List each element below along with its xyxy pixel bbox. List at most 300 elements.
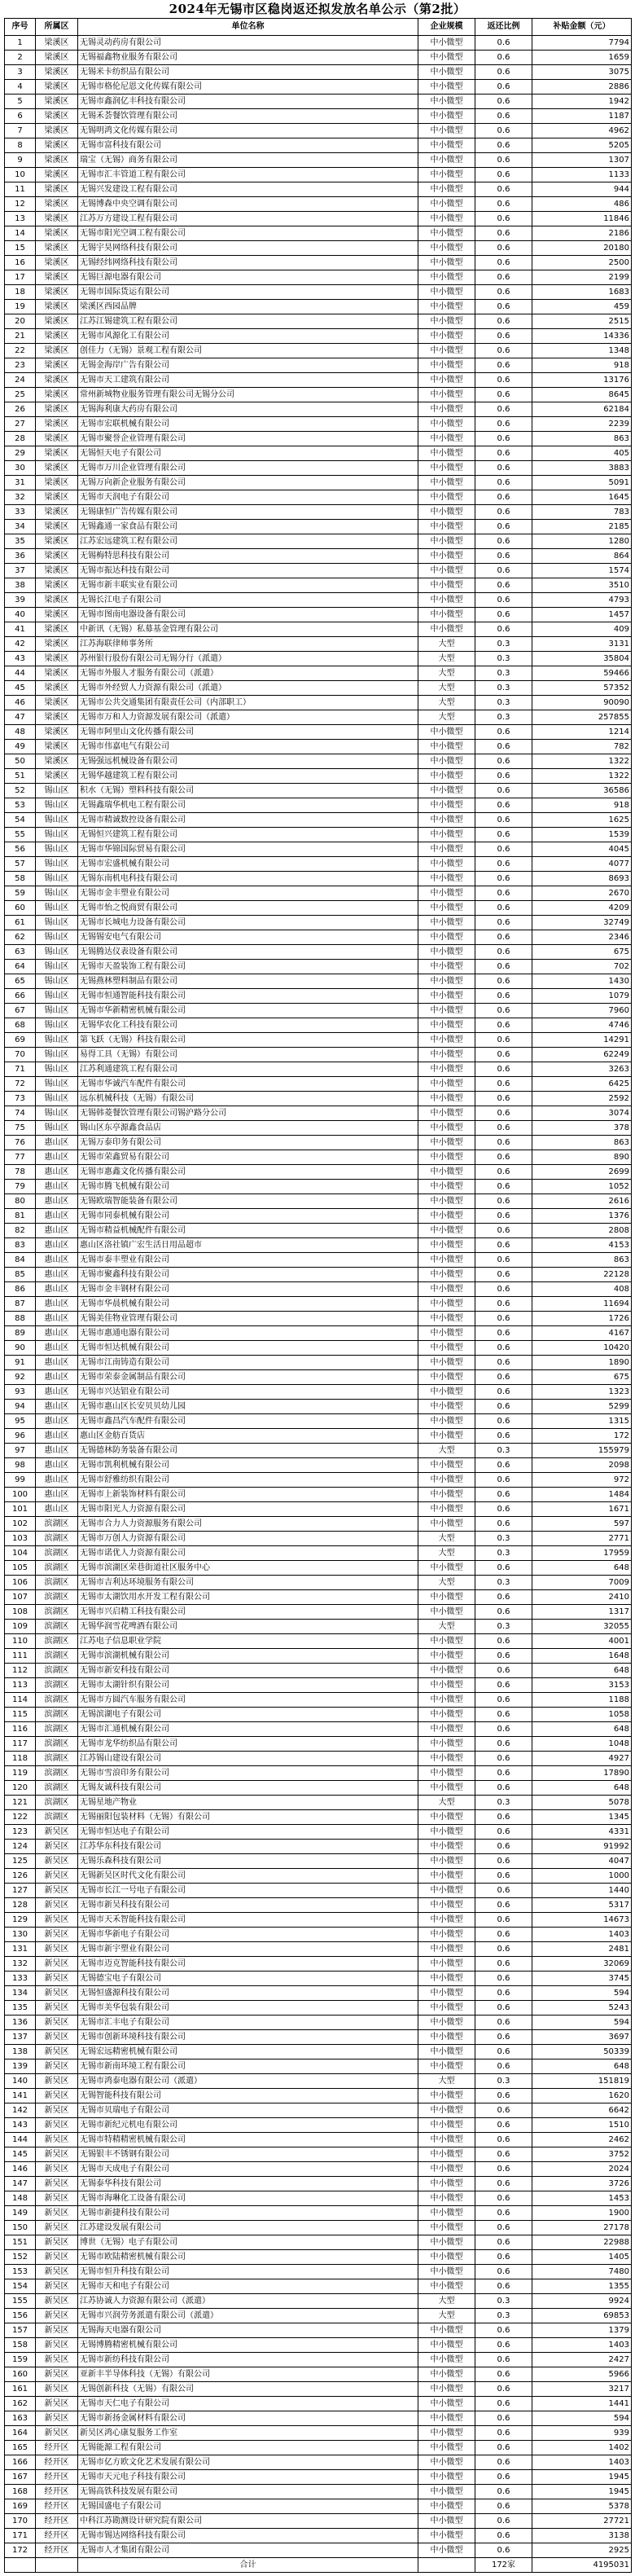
- cell-return-ratio: 0.6: [475, 432, 532, 446]
- cell-district: 惠山区: [36, 1268, 78, 1282]
- cell-return-ratio: 0.6: [475, 886, 532, 901]
- cell-return-ratio: 0.6: [475, 51, 532, 65]
- cell-subsidy-amount: 648: [532, 1664, 632, 1678]
- table-row: [5, 124, 632, 138]
- cell-no: 60: [5, 901, 36, 916]
- cell-return-ratio: 0.6: [475, 1048, 532, 1062]
- cell-return-ratio: 0.6: [475, 1854, 532, 1869]
- table-row: [5, 2059, 632, 2074]
- cell-subsidy-amount: 1187: [532, 109, 632, 124]
- cell-return-ratio: 0.6: [475, 2221, 532, 2235]
- header-ratio: 返还比例: [475, 19, 532, 36]
- cell-company-type: 中小微型: [418, 2235, 475, 2250]
- cell-subsidy-amount: 2186: [532, 226, 632, 241]
- cell-company-name: 无锡恒兴建筑工程有限公司: [78, 828, 418, 842]
- cell-no: 68: [5, 1018, 36, 1033]
- cell-company-type: 中小微型: [418, 2016, 475, 2030]
- cell-return-ratio: 0.6: [475, 2016, 532, 2030]
- table-row: [5, 1796, 632, 1810]
- cell-company-name: 无锡市恒达机械有限公司: [78, 1341, 418, 1356]
- cell-no: 150: [5, 2221, 36, 2235]
- cell-district: 梁溪区: [36, 344, 78, 358]
- cell-return-ratio: 0.6: [475, 2470, 532, 2485]
- cell-district: 梁溪区: [36, 241, 78, 256]
- cell-company-type: 中小微型: [418, 828, 475, 842]
- cell-company-name: 无锡市新扬金属材料有限公司: [78, 2411, 418, 2426]
- table-row: [5, 1312, 632, 1326]
- cell-subsidy-amount: 32749: [532, 916, 632, 930]
- cell-company-name: 无锡市龙华纺织品有限公司: [78, 1737, 418, 1752]
- cell-company-name: 无锡市宏盛机械有限公司: [78, 857, 418, 872]
- cell-no: 45: [5, 681, 36, 696]
- table-row: [5, 2485, 632, 2499]
- cell-district: 滨湖区: [36, 1737, 78, 1752]
- cell-district: 锡山区: [36, 974, 78, 989]
- cell-company-name: 无锡恒盛源科技有限公司: [78, 1986, 418, 2001]
- table-row: [5, 1004, 632, 1018]
- cell-district: 新吴区: [36, 2206, 78, 2221]
- cell-company-type: 中小微型: [418, 2133, 475, 2147]
- cell-no: 32: [5, 490, 36, 505]
- cell-company-type: 中小微型: [418, 2250, 475, 2265]
- cell-return-ratio: 0.6: [475, 270, 532, 285]
- cell-subsidy-amount: 69853: [532, 2309, 632, 2323]
- table-row: [5, 608, 632, 622]
- table-row: [5, 1840, 632, 1854]
- cell-return-ratio: 0.6: [475, 1341, 532, 1356]
- cell-company-type: 中小微型: [418, 857, 475, 872]
- cell-company-name: 无锡市同泰机械有限公司: [78, 1209, 418, 1224]
- cell-subsidy-amount: 1539: [532, 828, 632, 842]
- cell-return-ratio: 0.6: [475, 2045, 532, 2059]
- table-row: [5, 1957, 632, 1972]
- cell-return-ratio: 0.6: [475, 930, 532, 945]
- cell-no: 69: [5, 1033, 36, 1048]
- table-row: [5, 901, 632, 916]
- table-row: [5, 95, 632, 109]
- table-row: [5, 2206, 632, 2221]
- cell-company-name: 无锡能源工程有限公司: [78, 2441, 418, 2455]
- cell-subsidy-amount: 50339: [532, 2045, 632, 2059]
- cell-no: 48: [5, 725, 36, 740]
- cell-district: 梁溪区: [36, 490, 78, 505]
- table-row: [5, 2367, 632, 2382]
- cell-company-type: 中小微型: [418, 784, 475, 798]
- cell-no: 16: [5, 256, 36, 270]
- cell-return-ratio: 0.6: [475, 784, 532, 798]
- cell-no: 65: [5, 974, 36, 989]
- cell-district: 新吴区: [36, 1957, 78, 1972]
- cell-no: 5: [5, 95, 36, 109]
- cell-company-name: 无锡市天和电子有限公司: [78, 2279, 418, 2294]
- cell-return-ratio: 0.6: [475, 2426, 532, 2441]
- total-amount: 4195031: [532, 2558, 632, 2573]
- cell-return-ratio: 0.6: [475, 461, 532, 476]
- cell-return-ratio: 0.6: [475, 989, 532, 1004]
- cell-company-name: 无锡市华晨机械有限公司: [78, 1297, 418, 1312]
- cell-subsidy-amount: 1376: [532, 1209, 632, 1224]
- cell-district: 锡山区: [36, 784, 78, 798]
- table-row: [5, 1077, 632, 1092]
- cell-company-name: 无锡强远机械设备有限公司: [78, 754, 418, 769]
- table-row: [5, 813, 632, 828]
- cell-subsidy-amount: 62249: [532, 1048, 632, 1062]
- cell-company-name: 无锡市金丰钢材有限公司: [78, 1282, 418, 1297]
- cell-company-type: 中小微型: [418, 1004, 475, 1018]
- table-row: [5, 1297, 632, 1312]
- table-row: [5, 1341, 632, 1356]
- cell-subsidy-amount: 1945: [532, 2470, 632, 2485]
- cell-return-ratio: 0.6: [475, 2543, 532, 2558]
- cell-company-type: 中小微型: [418, 989, 475, 1004]
- cell-company-name: 瑞宝（无锡）商务有限公司: [78, 153, 418, 168]
- cell-company-type: 中小微型: [418, 2118, 475, 2133]
- cell-subsidy-amount: 5378: [532, 2499, 632, 2514]
- cell-company-name: 第飞跃（无锡）科技有限公司: [78, 1033, 418, 1048]
- cell-return-ratio: 0.6: [475, 344, 532, 358]
- cell-company-name: 无锡市阳光空调工程有限公司: [78, 226, 418, 241]
- cell-company-type: 中小微型: [418, 1282, 475, 1297]
- cell-return-ratio: 0.6: [475, 314, 532, 329]
- cell-district: 梁溪区: [36, 446, 78, 461]
- cell-company-type: 中小微型: [418, 153, 475, 168]
- cell-district: 新吴区: [36, 1840, 78, 1854]
- table-row: [5, 1546, 632, 1561]
- table-row: [5, 2514, 632, 2529]
- cell-subsidy-amount: 597: [532, 1517, 632, 1532]
- cell-district: 梁溪区: [36, 197, 78, 212]
- cell-subsidy-amount: 2239: [532, 417, 632, 432]
- cell-district: 惠山区: [36, 1150, 78, 1165]
- cell-no: 146: [5, 2162, 36, 2177]
- cell-company-type: 中小微型: [418, 36, 475, 51]
- cell-no: 17: [5, 270, 36, 285]
- cell-company-type: 中小微型: [418, 1869, 475, 1884]
- cell-subsidy-amount: 8693: [532, 872, 632, 886]
- cell-no: 39: [5, 593, 36, 608]
- table-row: [5, 1678, 632, 1693]
- table-row: [5, 1429, 632, 1444]
- cell-return-ratio: 0.6: [475, 1400, 532, 1414]
- table-row: [5, 1854, 632, 1869]
- cell-district: 新吴区: [36, 2162, 78, 2177]
- cell-district: 梁溪区: [36, 358, 78, 373]
- cell-subsidy-amount: 648: [532, 1781, 632, 1796]
- cell-company-type: 中小微型: [418, 1884, 475, 1898]
- cell-no: 77: [5, 1150, 36, 1165]
- cell-company-type: 中小微型: [418, 2353, 475, 2367]
- cell-company-name: 无锡市新安科技有限公司: [78, 1664, 418, 1678]
- cell-no: 142: [5, 2103, 36, 2118]
- cell-company-name: 无锡市恒达电子有限公司: [78, 1825, 418, 1840]
- table-row: [5, 2441, 632, 2455]
- cell-no: 102: [5, 1517, 36, 1532]
- cell-subsidy-amount: 3138: [532, 2529, 632, 2543]
- cell-subsidy-amount: 1403: [532, 2455, 632, 2470]
- cell-no: 106: [5, 1576, 36, 1590]
- cell-company-type: 中小微型: [418, 769, 475, 784]
- cell-company-type: 中小微型: [418, 138, 475, 153]
- cell-company-name: 无锡市海琳化工设备有限公司: [78, 2191, 418, 2206]
- cell-company-type: 中小微型: [418, 226, 475, 241]
- cell-company-name: 无锡燕林塑料制品有限公司: [78, 974, 418, 989]
- cell-company-name: 无锡万向新企业服务有限公司: [78, 476, 418, 490]
- cell-subsidy-amount: 675: [532, 945, 632, 960]
- cell-company-type: 中小微型: [418, 2529, 475, 2543]
- table-row: [5, 2045, 632, 2059]
- cell-no: 100: [5, 1488, 36, 1502]
- cell-company-type: 大型: [418, 637, 475, 652]
- cell-return-ratio: 0.6: [475, 1326, 532, 1341]
- cell-company-name: 无锡市天盈装饰工程有限公司: [78, 960, 418, 974]
- cell-return-ratio: 0.6: [475, 1708, 532, 1722]
- cell-company-type: 中小微型: [418, 2455, 475, 2470]
- cell-return-ratio: 0.3: [475, 652, 532, 666]
- table-row: [5, 769, 632, 784]
- cell-district: 新吴区: [36, 2074, 78, 2089]
- cell-district: 新吴区: [36, 1972, 78, 1986]
- cell-subsidy-amount: 3752: [532, 2147, 632, 2162]
- cell-district: 新吴区: [36, 2235, 78, 2250]
- cell-company-name: 无锡市精诚数控设备有限公司: [78, 813, 418, 828]
- cell-company-type: 中小微型: [418, 1312, 475, 1326]
- cell-return-ratio: 0.6: [475, 2367, 532, 2382]
- cell-return-ratio: 0.6: [475, 1869, 532, 1884]
- cell-subsidy-amount: 1355: [532, 2279, 632, 2294]
- cell-company-type: 中小微型: [418, 476, 475, 490]
- cell-company-name: 无锡市荣鑫贸易有限公司: [78, 1150, 418, 1165]
- cell-company-type: 中小微型: [418, 2397, 475, 2411]
- cell-district: 梁溪区: [36, 681, 78, 696]
- cell-company-type: 中小微型: [418, 901, 475, 916]
- cell-company-type: 中小微型: [418, 1121, 475, 1136]
- table-row: [5, 432, 632, 446]
- cell-company-name: 无锡市江南铸造有限公司: [78, 1356, 418, 1370]
- cell-no: 123: [5, 1825, 36, 1840]
- cell-district: 惠山区: [36, 1502, 78, 1517]
- cell-district: 梁溪区: [36, 417, 78, 432]
- table-row: [5, 2221, 632, 2235]
- table-row: [5, 2235, 632, 2250]
- cell-return-ratio: 0.6: [475, 2235, 532, 2250]
- cell-company-name: 积水（无锡）塑料科技有限公司: [78, 784, 418, 798]
- cell-no: 99: [5, 1473, 36, 1488]
- cell-subsidy-amount: 2185: [532, 520, 632, 534]
- cell-company-type: 中小微型: [418, 2147, 475, 2162]
- cell-company-type: 中小微型: [418, 1356, 475, 1370]
- cell-no: 19: [5, 300, 36, 314]
- cell-subsidy-amount: 1052: [532, 1180, 632, 1194]
- cell-subsidy-amount: 702: [532, 960, 632, 974]
- cell-no: 145: [5, 2147, 36, 2162]
- cell-subsidy-amount: 1402: [532, 2441, 632, 2455]
- cell-subsidy-amount: 783: [532, 505, 632, 520]
- cell-company-type: 中小微型: [418, 2543, 475, 2558]
- table-row: [5, 109, 632, 124]
- cell-company-type: 大型: [418, 1532, 475, 1546]
- table-row: [5, 2279, 632, 2294]
- cell-district: 滨湖区: [36, 1722, 78, 1737]
- table-row: [5, 80, 632, 95]
- cell-district: 惠山区: [36, 1253, 78, 1268]
- table-row: [5, 182, 632, 197]
- cell-district: 梁溪区: [36, 285, 78, 300]
- table-row: [5, 344, 632, 358]
- cell-company-name: 无锡市舒雅纺织有限公司: [78, 1473, 418, 1488]
- cell-return-ratio: 0.3: [475, 1546, 532, 1561]
- cell-subsidy-amount: 675: [532, 1370, 632, 1385]
- cell-district: 梁溪区: [36, 637, 78, 652]
- cell-return-ratio: 0.6: [475, 1942, 532, 1957]
- cell-no: 164: [5, 2426, 36, 2441]
- total-label: 合计: [78, 2558, 418, 2573]
- cell-no: 64: [5, 960, 36, 974]
- cell-company-name: 无锡市天润电子有限公司: [78, 490, 418, 505]
- cell-company-name: 无锡市格伦尼恩文化传媒有限公司: [78, 80, 418, 95]
- table-row: [5, 696, 632, 710]
- cell-company-name: 无锡市美华包装有限公司: [78, 2001, 418, 2016]
- cell-subsidy-amount: 594: [532, 1986, 632, 2001]
- cell-subsidy-amount: 22988: [532, 2235, 632, 2250]
- cell-company-name: 无锡福鑫物业服务有限公司: [78, 51, 418, 65]
- cell-return-ratio: 0.6: [475, 1502, 532, 1517]
- cell-company-type: 中小微型: [418, 2001, 475, 2016]
- cell-subsidy-amount: 1648: [532, 1649, 632, 1664]
- table-row: [5, 1972, 632, 1986]
- cell-return-ratio: 0.6: [475, 1825, 532, 1840]
- cell-company-type: 中小微型: [418, 872, 475, 886]
- cell-no: 167: [5, 2470, 36, 2485]
- cell-return-ratio: 0.6: [475, 2089, 532, 2103]
- table-row: [5, 842, 632, 857]
- cell-district: 梁溪区: [36, 36, 78, 51]
- cell-return-ratio: 0.6: [475, 2133, 532, 2147]
- cell-no: 20: [5, 314, 36, 329]
- cell-return-ratio: 0.6: [475, 1370, 532, 1385]
- cell-company-name: 无锡华越建筑工程有限公司: [78, 769, 418, 784]
- table-row: [5, 2147, 632, 2162]
- cell-district: 梁溪区: [36, 300, 78, 314]
- cell-company-type: 中小微型: [418, 578, 475, 593]
- cell-company-name: 常州新城物业服务管理有限公司无锡分公司: [78, 388, 418, 402]
- table-row: [5, 1048, 632, 1062]
- cell-company-type: 中小微型: [418, 2089, 475, 2103]
- cell-subsidy-amount: 918: [532, 798, 632, 813]
- cell-company-type: 中小微型: [418, 2411, 475, 2426]
- cell-district: 惠山区: [36, 1180, 78, 1194]
- cell-return-ratio: 0.3: [475, 696, 532, 710]
- cell-subsidy-amount: 2024: [532, 2162, 632, 2177]
- cell-company-name: 新吴区鸿心康复服务工作室: [78, 2426, 418, 2441]
- cell-return-ratio: 0.6: [475, 725, 532, 740]
- table-row: [5, 886, 632, 901]
- cell-return-ratio: 0.6: [475, 2397, 532, 2411]
- cell-district: 新吴区: [36, 2411, 78, 2426]
- table-row: [5, 637, 632, 652]
- cell-company-name: 无锡泰华科技有限公司: [78, 2177, 418, 2191]
- cell-subsidy-amount: 4746: [532, 1018, 632, 1033]
- cell-subsidy-amount: 8645: [532, 388, 632, 402]
- cell-district: 梁溪区: [36, 725, 78, 740]
- cell-subsidy-amount: 648: [532, 2059, 632, 2074]
- cell-no: 130: [5, 1928, 36, 1942]
- cell-company-type: 大型: [418, 666, 475, 681]
- cell-subsidy-amount: 1322: [532, 769, 632, 784]
- header-type: 企业规模: [418, 19, 475, 36]
- table-row: [5, 2323, 632, 2338]
- cell-return-ratio: 0.6: [475, 2353, 532, 2367]
- cell-no: 21: [5, 329, 36, 344]
- cell-district: 新吴区: [36, 1825, 78, 1840]
- cell-company-name: 无锡滨湖电子有限公司: [78, 1708, 418, 1722]
- table-row: [5, 1781, 632, 1796]
- cell-return-ratio: 0.6: [475, 2206, 532, 2221]
- cell-subsidy-amount: 939: [532, 2426, 632, 2441]
- cell-company-type: 中小微型: [418, 945, 475, 960]
- cell-subsidy-amount: 890: [532, 1150, 632, 1165]
- cell-subsidy-amount: 14673: [532, 1913, 632, 1928]
- cell-subsidy-amount: 3217: [532, 2382, 632, 2397]
- table-row: [5, 1884, 632, 1898]
- cell-subsidy-amount: 1890: [532, 1356, 632, 1370]
- table-row: [5, 373, 632, 388]
- cell-company-type: 中小微型: [418, 168, 475, 182]
- cell-return-ratio: 0.6: [475, 1986, 532, 2001]
- cell-company-name: 无锡宇昊网络科技有限公司: [78, 241, 418, 256]
- cell-no: 9: [5, 153, 36, 168]
- cell-no: 29: [5, 446, 36, 461]
- table-row: [5, 1458, 632, 1473]
- cell-company-name: 中科江苏勘测设计研究院有限公司: [78, 2514, 418, 2529]
- cell-district: 锡山区: [36, 901, 78, 916]
- cell-district: 惠山区: [36, 1414, 78, 1429]
- cell-subsidy-amount: 4045: [532, 842, 632, 857]
- cell-return-ratio: 0.6: [475, 1429, 532, 1444]
- cell-company-type: 中小微型: [418, 622, 475, 637]
- cell-subsidy-amount: 3131: [532, 637, 632, 652]
- cell-company-name: 易得工具（无锡）有限公司: [78, 1048, 418, 1062]
- cell-subsidy-amount: 1620: [532, 2089, 632, 2103]
- cell-no: 103: [5, 1532, 36, 1546]
- cell-district: 梁溪区: [36, 754, 78, 769]
- cell-no: 132: [5, 1957, 36, 1972]
- cell-district: 经开区: [36, 2543, 78, 2558]
- cell-return-ratio: 0.6: [475, 1737, 532, 1752]
- cell-district: 梁溪区: [36, 270, 78, 285]
- cell-company-type: 中小微型: [418, 2485, 475, 2499]
- cell-return-ratio: 0.6: [475, 80, 532, 95]
- cell-return-ratio: 0.6: [475, 1209, 532, 1224]
- cell-return-ratio: 0.6: [475, 2529, 532, 2543]
- cell-district: 锡山区: [36, 1092, 78, 1106]
- cell-company-name: 无锡东南机电科技有限公司: [78, 872, 418, 886]
- cell-company-type: 中小微型: [418, 1913, 475, 1928]
- cell-subsidy-amount: 2886: [532, 80, 632, 95]
- cell-company-name: 江苏锡山建设有限公司: [78, 1752, 418, 1766]
- cell-return-ratio: 0.6: [475, 534, 532, 549]
- cell-company-name: 创佳力（无锡）景观工程有限公司: [78, 344, 418, 358]
- cell-district: 新吴区: [36, 1928, 78, 1942]
- cell-return-ratio: 0.6: [475, 505, 532, 520]
- cell-return-ratio: 0.6: [475, 1898, 532, 1913]
- cell-company-name: 无锡市新纪元机电有限公司: [78, 2118, 418, 2133]
- cell-no: 3: [5, 65, 36, 80]
- cell-district: 新吴区: [36, 2030, 78, 2045]
- cell-return-ratio: 0.6: [475, 1957, 532, 1972]
- cell-company-name: 无锡市长城电力设备有限公司: [78, 916, 418, 930]
- cell-return-ratio: 0.3: [475, 2294, 532, 2309]
- cell-company-type: 中小微型: [418, 2103, 475, 2118]
